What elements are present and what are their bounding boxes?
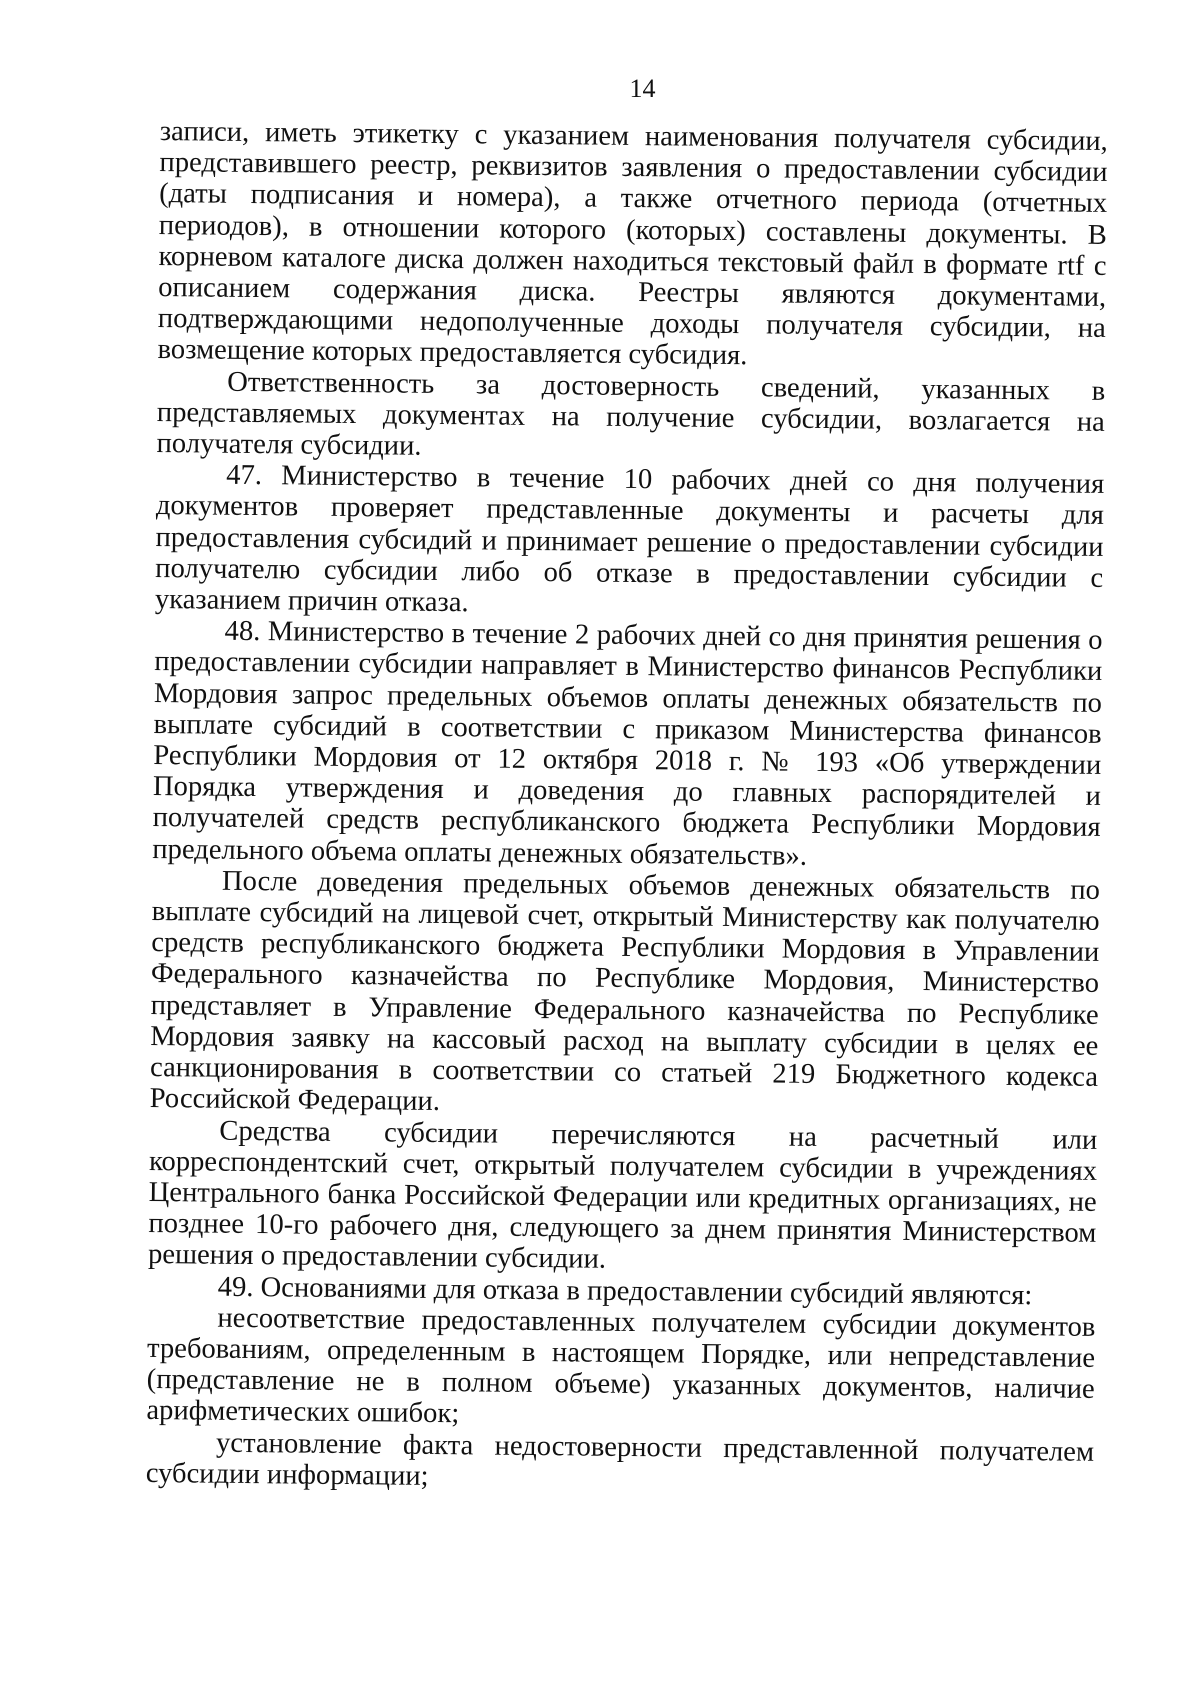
- page-number: 14: [629, 74, 656, 103]
- paragraph-refusal-ground-information: установление факта недостоверности представленной получателем субсидии информации;: [145, 1427, 1095, 1492]
- paragraph-item-49: 49. Основаниями для отказа в предоставлении субсидий являются:: [217, 1271, 1033, 1311]
- paragraph-registry-labeling: записи, иметь этикетку с указанием наименования получателя субсидии, представившего реестр, реквизитов заявления о предоставлении субсидии (даты подписания и номера), а также отчетного периода (отчетных периодов), в отношении которого (которых) составлены документы. В корневом каталоге диска должен находиться текстовый файл в формате rtf с описанием содержания диска. Реестры являются документами, подтверждающими недополученные доходы получателя субсидии, на возмещение которых предоставляется субсидия.: [157, 116, 1108, 372]
- document-body: [146, 116, 1108, 1499]
- paragraph-funds-transfer: Средства субсидии перечисляются на расчетный или корреспондентский счет, открытый получателем субсидии в учреждениях Центрального банка Российской Федерации или кредитных организациях, не позднее 10-го рабочего дня, следующего за днем принятия Министерством решения о предоставлении субсидии.: [147, 1115, 1098, 1276]
- paragraph-item-47: 47. Министерство в течение 10 рабочих дней со дня получения документов проверяет представленные документы и расчеты для предоставления субсидий и принимает решение о предоставлении субсидии получателю субсидии либо об отказе в предоставлении субсидии с указанием причин отказа.: [154, 459, 1105, 619]
- paragraph-cash-expense-request: После доведения предельных объемов денежных обязательств по выплате субсидий на лицевой счет, открытый Министерству как получателю средств республиканского бюджета Республики Мордовия в Управлении Федерального казначейства по Республике Мордовия, Министерство представляет в Управление Федерального казначейства по Республике Мордовия заявку на кассовый расход на выплату субсидии в целях ее санкционирования в соответствии со статьей 219 Бюджетного кодекса Российской Федерации.: [149, 865, 1101, 1118]
- paragraph-refusal-ground-documents: несоответствие предоставленных получателем субсидии документов требованиям, определенным в настоящем Порядке, или непредставление (представление не в полном объеме) указанных документов, наличие арифметических ошибок;: [146, 1302, 1096, 1430]
- paragraph-item-48: 48. Министерство в течение 2 рабочих дней со дня принятия решения о предоставлении субсидии направляет в Министерство финансов Республики Мордовия запрос предельных объемов оплаты денежных обязательств по выплате субсидий в соответствии с приказом Министерства финансов Республики Мордовия от 12 октября 2018 г. № 193 «Об утверждении Порядка утверждения и доведения до главных распорядителей и получателей средств республиканского бюджета Республики Мордовия предельного объема оплаты денежных обязательств».: [152, 615, 1103, 872]
- paragraph-responsibility: Ответственность за достоверность сведений, указанных в представляемых документах на получение субсидии, возлагается на получателя субсидии.: [156, 366, 1106, 462]
